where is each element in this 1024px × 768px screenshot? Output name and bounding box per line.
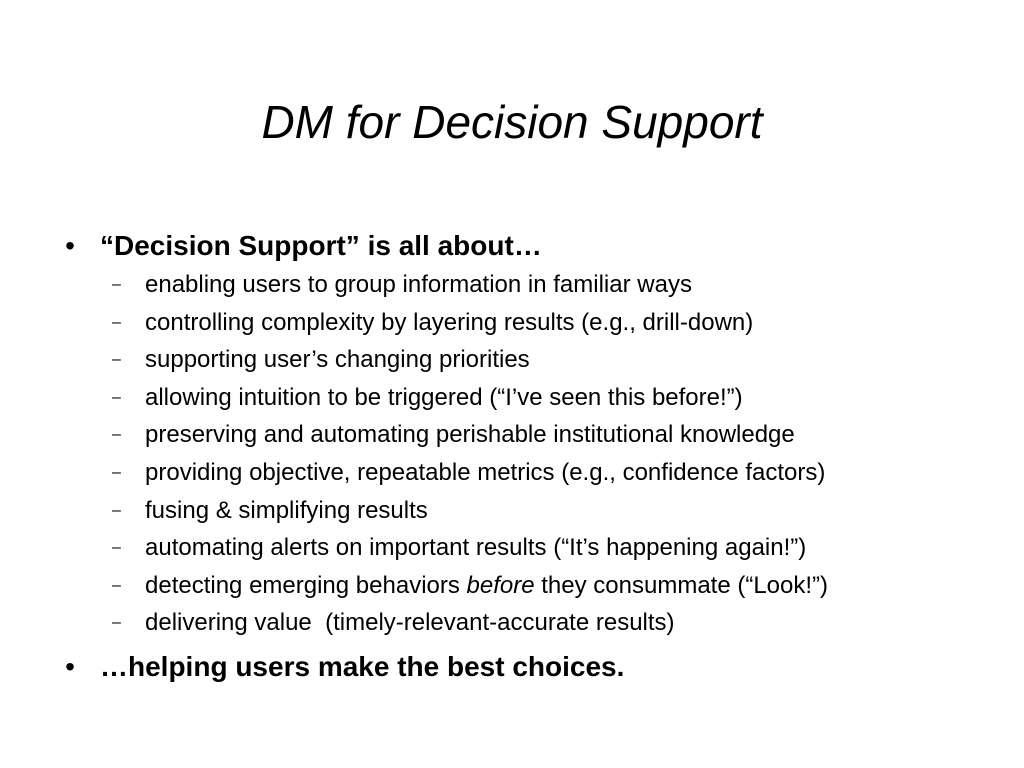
sub-bullet-text: allowing intuition to be triggered (“I’ve seen this before!”) (145, 384, 743, 411)
sub-bullet-text: enabling users to group information in familiar ways (145, 271, 692, 298)
sub-bullet-text: preserving and automating perishable institutional knowledge (145, 421, 795, 448)
dash-icon: – (112, 314, 121, 331)
bullet-icon: • (65, 651, 75, 682)
bullet-icon: • (65, 230, 75, 261)
conclusion-text: …helping users make the best choices. (100, 651, 625, 682)
dash-icon: – (112, 426, 121, 443)
sub-bullet-text: providing objective, repeatable metrics (e.g., confidence factors) (145, 459, 826, 486)
sub-bullet-text-before: detecting emerging behaviors (145, 572, 467, 599)
dash-icon: – (112, 614, 121, 631)
dash-icon: – (112, 389, 121, 406)
dash-icon: – (112, 502, 121, 519)
sub-bullet-text: delivering value (timely-relevant-accurate results) (145, 609, 675, 636)
main-bullet-text: “Decision Support” is all about… (100, 230, 542, 261)
dash-icon: – (112, 351, 121, 368)
sub-bullet-text: supporting user’s changing priorities (145, 346, 530, 373)
sub-bullet-text-emphasis: before (466, 572, 535, 599)
sub-bullet-text (145, 571, 828, 601)
sub-bullet-text-after: they consummate (“Look!”) (534, 572, 829, 599)
dash-icon: – (112, 577, 121, 594)
dash-icon: – (112, 539, 121, 556)
sub-bullet-text: automating alerts on important results (“It’s happening again!”) (145, 534, 807, 561)
slide-title: DM for Decision Support (261, 96, 763, 148)
dash-icon: – (112, 464, 121, 481)
sub-bullet-text: controlling complexity by layering results (e.g., drill-down) (145, 309, 754, 336)
dash-icon: – (112, 276, 121, 293)
sub-bullet-text: fusing & simplifying results (145, 497, 428, 524)
